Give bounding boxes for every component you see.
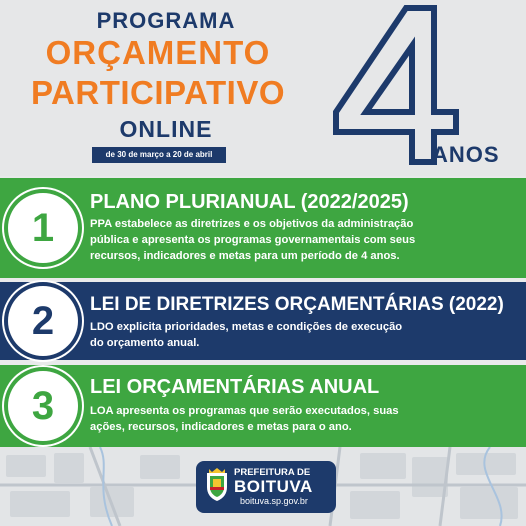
- program-label: PROGRAMA: [96, 8, 236, 33]
- description-line: LOA apresenta os programas que serão executados, suas: [90, 405, 399, 417]
- header: [0, 0, 526, 176]
- title-line-2: PARTICIPATIVO: [31, 74, 285, 111]
- description-line: PPA estabelece as diretrizes e os objetivos da administração: [90, 218, 414, 230]
- item-band-2: [0, 282, 526, 360]
- big-number: 4: [306, 0, 307, 1]
- city-logo: [196, 461, 336, 513]
- title-line-1: ORÇAMENTO: [45, 34, 271, 71]
- city-crest-icon: [204, 467, 230, 503]
- anos-label: ANOS: [432, 142, 500, 167]
- date-range: de 30 de março a 20 de abril: [92, 147, 226, 163]
- item-band-1: [0, 178, 526, 278]
- online-label: ONLINE: [119, 116, 213, 142]
- description-line: LDO explicita prioridades, metas e condições de execução: [90, 321, 403, 333]
- item-number-circle: 1: [8, 193, 78, 263]
- item-title: PLANO PLURIANUAL (2022/2025): [90, 191, 409, 213]
- description-line: recursos, indicadores e metas para um período de 4 anos.: [90, 250, 400, 262]
- description-line: pública e apresenta os programas governamentais com seus: [90, 234, 416, 246]
- item-description: [90, 403, 520, 435]
- item-band-3: [0, 365, 526, 447]
- item-title: LEI DE DIRETRIZES ORÇAMENTÁRIAS (2022): [90, 294, 504, 315]
- description-line: ações, recursos, indicadores e metas para o ano.: [90, 421, 352, 433]
- item-description: [90, 216, 520, 264]
- prefeitura-label: PREFEITURA DE: [234, 467, 311, 478]
- item-description: [90, 319, 520, 351]
- website-url: boituva.sp.gov.br: [240, 496, 308, 506]
- description-line: do orçamento anual.: [90, 337, 200, 349]
- footer: [0, 447, 526, 526]
- city-name: BOITUVA: [234, 477, 313, 496]
- item-number-circle: 2: [8, 286, 78, 356]
- item-number-circle: 3: [8, 371, 78, 441]
- item-title: LEI ORÇAMENTÁRIAS ANUAL: [90, 376, 380, 398]
